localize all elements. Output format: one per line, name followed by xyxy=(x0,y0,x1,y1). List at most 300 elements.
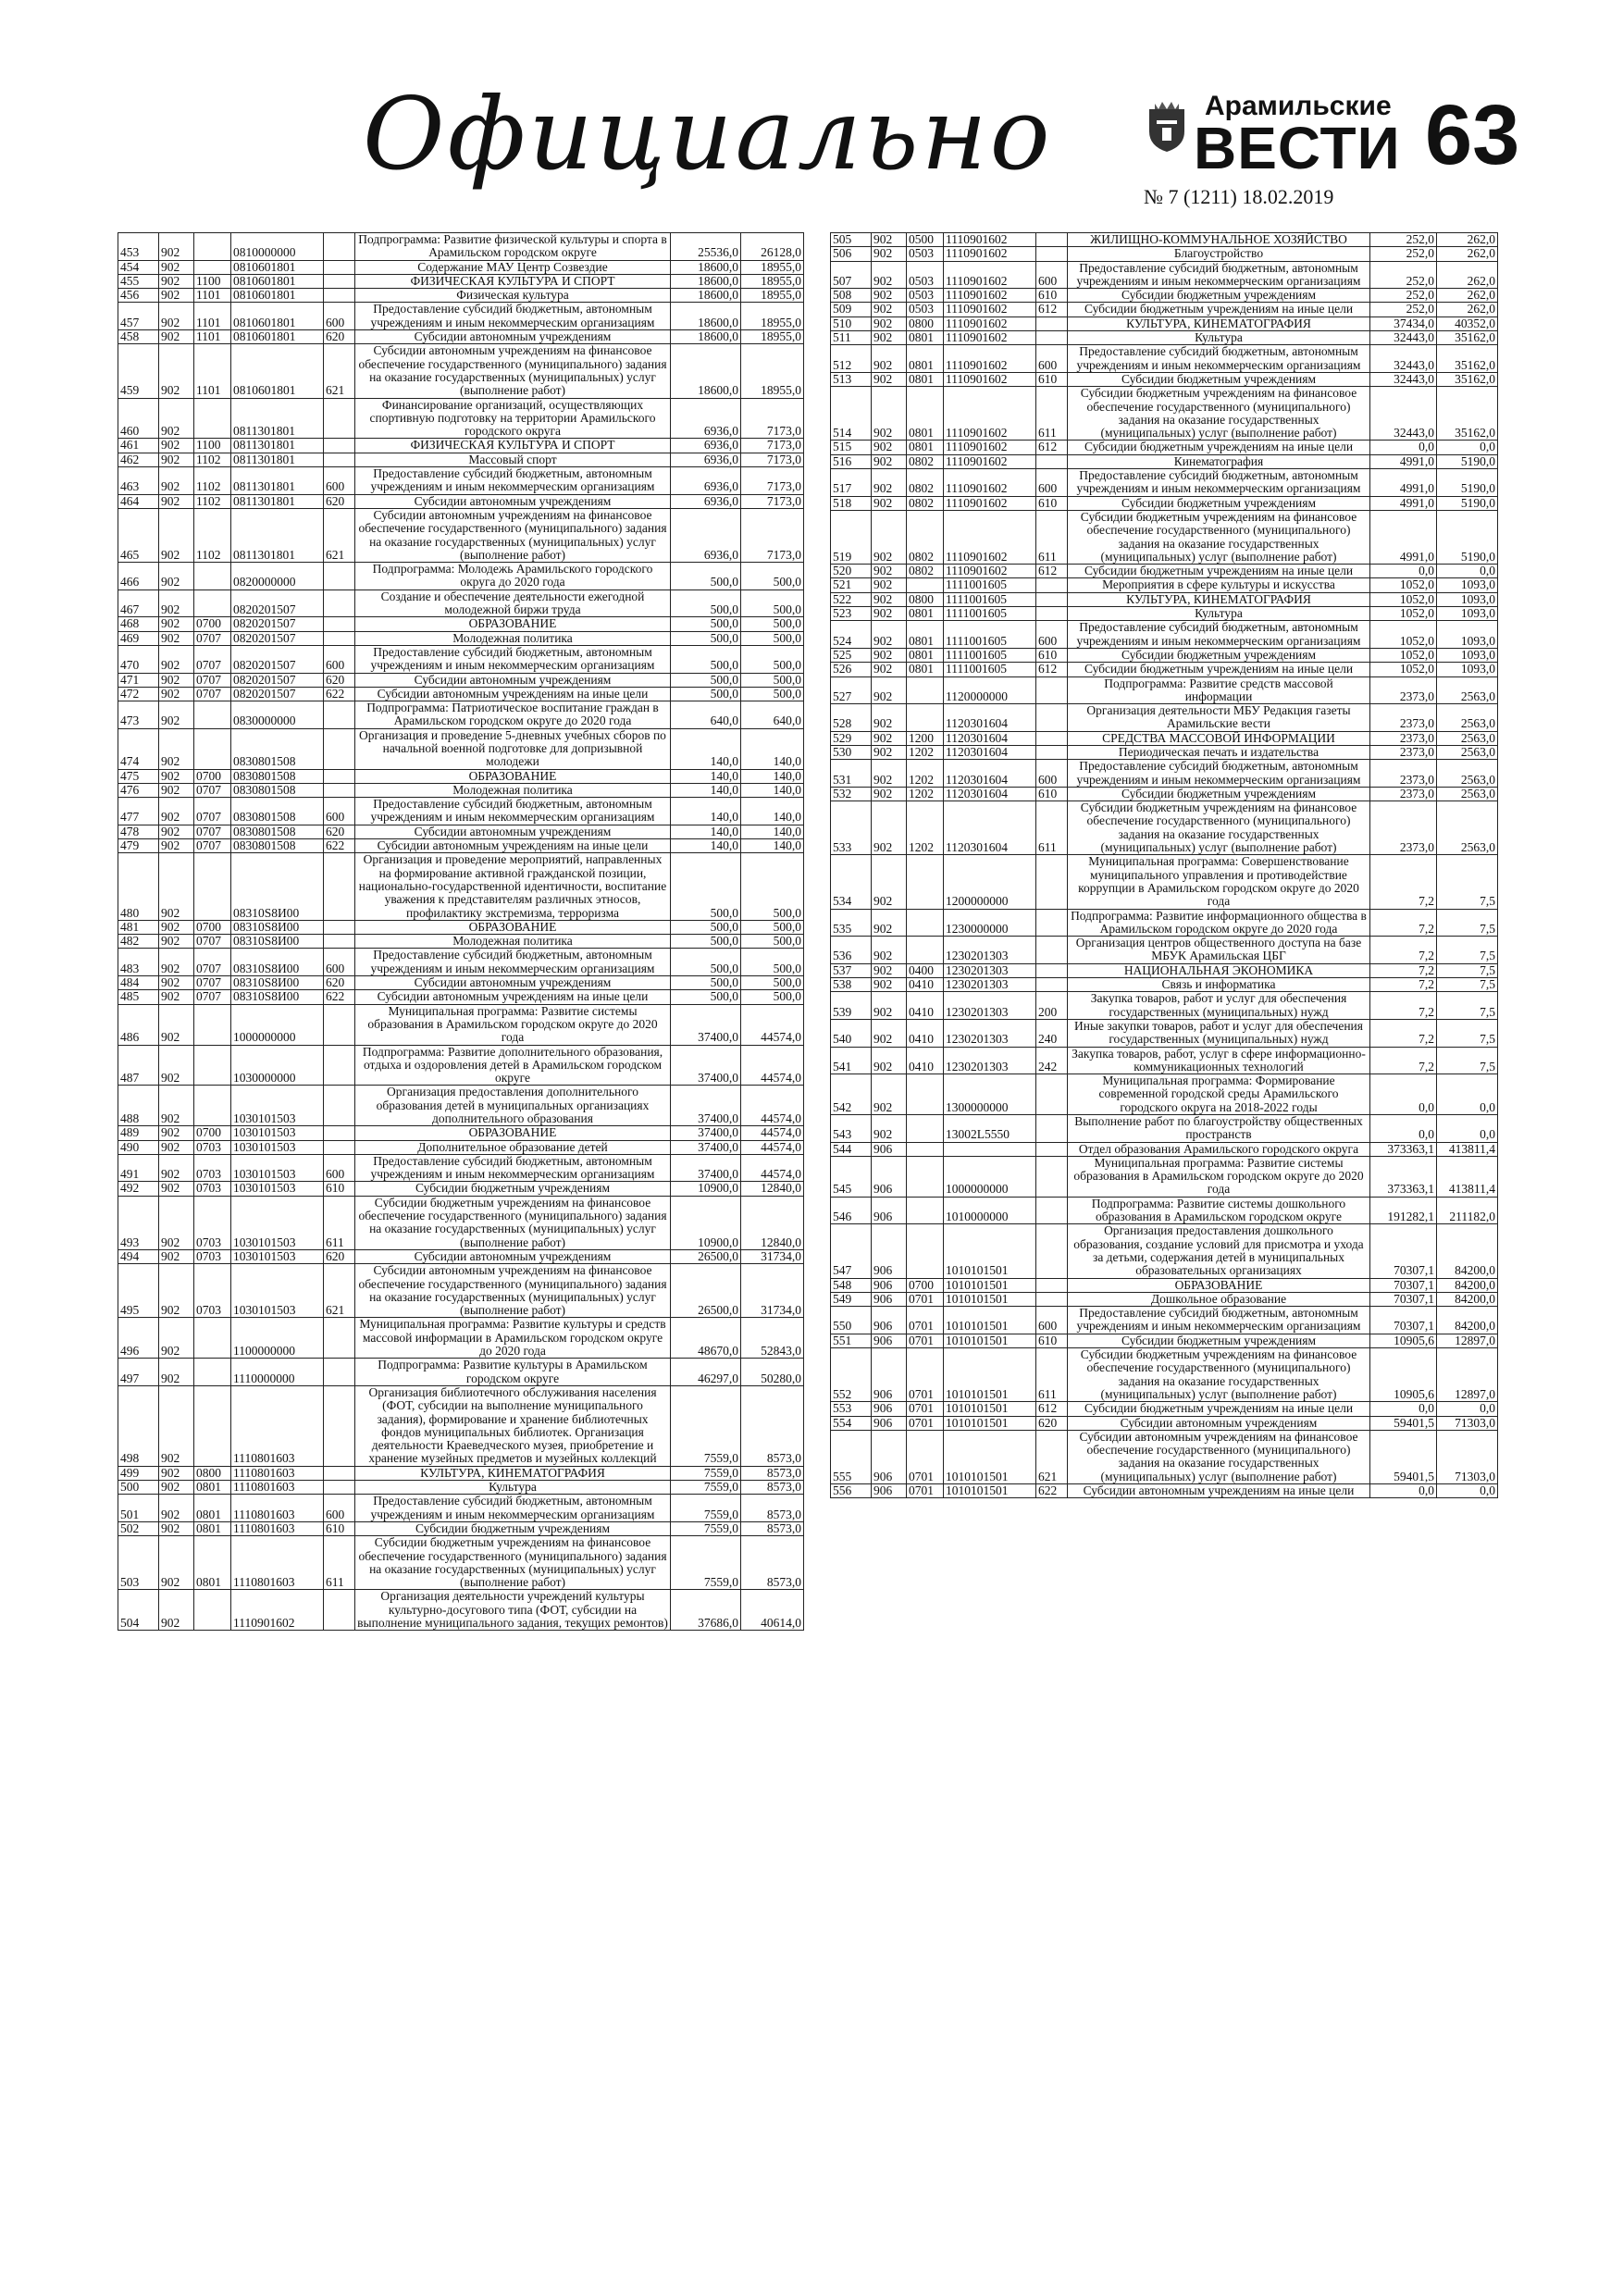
item-name: Организация и проведение 5-дневных учебных сборов по начальной военной подготовке для допризывной молодежи xyxy=(355,728,671,769)
amount-2020: 37400,0 xyxy=(671,1086,741,1126)
row-number: 501 xyxy=(118,1495,159,1522)
section-code: 0800 xyxy=(194,1466,231,1480)
amount-2021: 500,0 xyxy=(741,687,804,701)
expense-type-code xyxy=(324,701,355,729)
amount-2021: 31734,0 xyxy=(741,1249,804,1263)
item-name: ОБРАЗОВАНИЕ xyxy=(355,617,671,631)
amount-2020: 140,0 xyxy=(671,728,741,769)
amount-2021: 44574,0 xyxy=(741,1126,804,1140)
item-name: Субсидии бюджетным учреждениям на финансовое обеспечение государственного (муниципального) задания на оказание государственных (муниципальных) услуг (выполнение работ) xyxy=(1068,510,1370,564)
admin-code: 902 xyxy=(872,1047,907,1074)
section-code: 0703 xyxy=(194,1249,231,1263)
amount-2020: 18600,0 xyxy=(671,274,741,288)
section-code xyxy=(907,1115,944,1143)
item-name: Предоставление субсидий бюджетным, автономным учреждениям и иным некоммерческим организациям xyxy=(355,1495,671,1522)
amount-2021: 31734,0 xyxy=(741,1264,804,1318)
section-code: 0801 xyxy=(907,372,944,386)
target-article-code: 1010101501 xyxy=(944,1307,1036,1334)
section-code: 0802 xyxy=(907,454,944,468)
item-name: Предоставление субсидий бюджетным, автономным учреждениям и иным некоммерческим организациям xyxy=(355,798,671,825)
amount-2020: 0,0 xyxy=(1370,1484,1437,1498)
admin-code: 906 xyxy=(872,1142,907,1156)
amount-2021: 7173,0 xyxy=(741,398,804,439)
row-number: 548 xyxy=(831,1278,872,1292)
target-article-code: 1230201303 xyxy=(944,992,1036,1020)
section-code xyxy=(194,1318,231,1359)
row-number: 499 xyxy=(118,1466,159,1480)
target-article-code: 1110801603 xyxy=(231,1466,324,1480)
admin-code: 902 xyxy=(872,663,907,676)
item-name: Субсидии автономным учреждениям на иные цели xyxy=(355,990,671,1004)
expense-type-code: 612 xyxy=(1036,565,1068,578)
amount-2021: 35162,0 xyxy=(1437,331,1498,345)
table-row xyxy=(831,855,1498,909)
item-name: Субсидии автономным учреждениям на финансовое обеспечение государственного (муниципального) задания на оказание государственных (муниципальных) услуг (выполнение работ) xyxy=(355,508,671,562)
amount-2020: 7559,0 xyxy=(671,1495,741,1522)
admin-code: 906 xyxy=(872,1307,907,1334)
admin-code: 902 xyxy=(872,565,907,578)
section-code xyxy=(907,704,944,732)
amount-2021: 140,0 xyxy=(741,728,804,769)
amount-2021: 50280,0 xyxy=(741,1359,804,1386)
expense-type-code xyxy=(1036,316,1068,330)
row-number: 463 xyxy=(118,467,159,495)
section-code: 0802 xyxy=(907,469,944,497)
expense-type-code: 621 xyxy=(324,1264,355,1318)
section-code: 0707 xyxy=(194,976,231,990)
expense-type-code xyxy=(1036,978,1068,992)
table-row xyxy=(831,303,1498,316)
section-code: 0703 xyxy=(194,1140,231,1154)
expense-type-code: 600 xyxy=(324,1495,355,1522)
admin-code: 906 xyxy=(872,1402,907,1416)
section-code xyxy=(194,1004,231,1045)
item-name: Субсидии автономным учреждениям на иные цели xyxy=(355,839,671,853)
target-article-code: 0820201507 xyxy=(231,673,324,687)
item-name: Субсидии бюджетным учреждениям xyxy=(1068,787,1370,800)
amount-2020: 48670,0 xyxy=(671,1318,741,1359)
expense-type-code: 612 xyxy=(1036,663,1068,676)
target-article-code: 1111001605 xyxy=(944,663,1036,676)
target-article-code: 1030101503 xyxy=(231,1249,324,1263)
table-row xyxy=(118,289,804,303)
item-name: Предоставление субсидий бюджетным, автономным учреждениям и иным некоммерческим организациям xyxy=(355,645,671,673)
expense-type-code: 610 xyxy=(1036,1334,1068,1347)
amount-2020: 4991,0 xyxy=(1370,496,1437,510)
table-row xyxy=(831,621,1498,649)
amount-2021: 7,5 xyxy=(1437,909,1498,937)
target-article-code: 0810000000 xyxy=(231,233,324,261)
item-name: Субсидии бюджетным учреждениям xyxy=(355,1521,671,1535)
row-number: 524 xyxy=(831,621,872,649)
admin-code: 906 xyxy=(872,1156,907,1197)
amount-2021: 262,0 xyxy=(1437,261,1498,289)
expense-type-code: 200 xyxy=(1036,992,1068,1020)
expense-type-code xyxy=(324,853,355,920)
section-code: 0410 xyxy=(907,992,944,1020)
table-row xyxy=(831,289,1498,303)
item-name: Субсидии бюджетным учреждениям на финансовое обеспечение государственного (муниципального) задания на оказание государственных (муниципальных) услуг (выполнение работ) xyxy=(1068,387,1370,441)
amount-2020: 37400,0 xyxy=(671,1140,741,1154)
row-number: 534 xyxy=(831,855,872,909)
table-row xyxy=(118,233,804,261)
item-name: Муниципальная программа: Совершенствование муниципального управления и противодействие коррупции в Арамильском городском округе до 2020 года xyxy=(1068,855,1370,909)
target-article-code: 0830801508 xyxy=(231,798,324,825)
section-code xyxy=(194,1045,231,1086)
item-name: Субсидии автономным учреждениям xyxy=(355,976,671,990)
section-code: 1202 xyxy=(907,760,944,788)
amount-2020: 500,0 xyxy=(671,590,741,617)
section-code: 1202 xyxy=(907,801,944,855)
table-row xyxy=(831,963,1498,977)
amount-2021: 7173,0 xyxy=(741,467,804,495)
table-row xyxy=(831,1047,1498,1074)
admin-code: 902 xyxy=(159,645,194,673)
section-code: 0802 xyxy=(907,510,944,564)
admin-code: 902 xyxy=(159,563,194,590)
item-name: Предоставление субсидий бюджетным, автономным учреждениям и иным некоммерческим организациям xyxy=(355,949,671,976)
expense-type-code xyxy=(1036,454,1068,468)
item-name: Субсидии автономным учреждениям на иные цели xyxy=(355,687,671,701)
amount-2020: 32443,0 xyxy=(1370,331,1437,345)
item-name: Субсидии бюджетным учреждениям xyxy=(1068,289,1370,303)
amount-2020: 1052,0 xyxy=(1370,621,1437,649)
amount-2020: 500,0 xyxy=(671,853,741,920)
target-article-code: 0811301801 xyxy=(231,508,324,562)
target-article-code: 1110901602 xyxy=(944,261,1036,289)
expense-type-code xyxy=(324,631,355,645)
amount-2021: 500,0 xyxy=(741,673,804,687)
admin-code: 902 xyxy=(872,345,907,373)
section-code: 0503 xyxy=(907,261,944,289)
expense-type-code: 610 xyxy=(1036,289,1068,303)
table-row xyxy=(831,247,1498,261)
expense-type-code xyxy=(324,783,355,797)
admin-code: 906 xyxy=(872,1484,907,1498)
target-article-code: 0810601801 xyxy=(231,330,324,344)
expense-type-code xyxy=(324,439,355,453)
admin-code: 902 xyxy=(159,1359,194,1386)
row-number: 485 xyxy=(118,990,159,1004)
section-code xyxy=(194,1359,231,1386)
amount-2021: 500,0 xyxy=(741,853,804,920)
row-number: 508 xyxy=(831,289,872,303)
section-code: 1101 xyxy=(194,344,231,398)
item-name: Массовый спорт xyxy=(355,453,671,466)
admin-code: 902 xyxy=(872,1019,907,1047)
table-row xyxy=(118,1126,804,1140)
table-row xyxy=(831,496,1498,510)
admin-code: 902 xyxy=(872,963,907,977)
section-code: 0800 xyxy=(907,316,944,330)
section-code: 0801 xyxy=(194,1536,231,1590)
table-row xyxy=(831,261,1498,289)
table-row xyxy=(831,787,1498,800)
amount-2021: 5190,0 xyxy=(1437,510,1498,564)
admin-code: 902 xyxy=(159,701,194,729)
expense-type-code xyxy=(1036,963,1068,977)
row-number: 470 xyxy=(118,645,159,673)
section-code xyxy=(907,1224,944,1278)
row-number: 521 xyxy=(831,578,872,592)
item-name: Субсидии бюджетным учреждениям xyxy=(355,1182,671,1196)
row-number: 533 xyxy=(831,801,872,855)
row-number: 551 xyxy=(831,1334,872,1347)
table-row xyxy=(118,1140,804,1154)
expense-type-code xyxy=(1036,1115,1068,1143)
amount-2020: 18600,0 xyxy=(671,289,741,303)
amount-2020: 70307,1 xyxy=(1370,1224,1437,1278)
admin-code: 902 xyxy=(159,783,194,797)
amount-2020: 252,0 xyxy=(1370,289,1437,303)
table-row xyxy=(118,990,804,1004)
item-name: Субсидии бюджетным учреждениям на финансовое обеспечение государственного (муниципального) задания на оказание государственных (муниципальных) услуг (выполнение работ) xyxy=(355,1196,671,1249)
admin-code: 902 xyxy=(872,676,907,704)
admin-code: 902 xyxy=(159,233,194,261)
amount-2020: 0,0 xyxy=(1370,565,1437,578)
target-article-code: 1110901602 xyxy=(944,454,1036,468)
table-row xyxy=(118,617,804,631)
row-number: 505 xyxy=(831,233,872,247)
admin-code: 902 xyxy=(159,1318,194,1359)
amount-2020: 7,2 xyxy=(1370,937,1437,964)
amount-2020: 2373,0 xyxy=(1370,704,1437,732)
amount-2020: 32443,0 xyxy=(1370,372,1437,386)
table-row xyxy=(831,454,1498,468)
admin-code: 902 xyxy=(872,261,907,289)
section-code: 0707 xyxy=(194,825,231,838)
admin-code: 906 xyxy=(872,1416,907,1430)
amount-2020: 6936,0 xyxy=(671,453,741,466)
amount-2020: 2373,0 xyxy=(1370,787,1437,800)
table-row xyxy=(831,801,1498,855)
section-code: 0801 xyxy=(907,387,944,441)
row-number: 525 xyxy=(831,648,872,662)
section-code: 0802 xyxy=(907,565,944,578)
target-article-code: 0830801508 xyxy=(231,839,324,853)
admin-code: 902 xyxy=(159,839,194,853)
amount-2021: 500,0 xyxy=(741,590,804,617)
table-row xyxy=(118,344,804,398)
row-number: 496 xyxy=(118,1318,159,1359)
item-name: Муниципальная программа: Развитие культуры и средств массовой информации в Арамильском городском округе до 2020 года xyxy=(355,1318,671,1359)
target-article-code: 0820201507 xyxy=(231,590,324,617)
expense-type-code: 620 xyxy=(324,976,355,990)
budget-table-right xyxy=(830,232,1498,1498)
amount-2020: 140,0 xyxy=(671,839,741,853)
amount-2020: 10900,0 xyxy=(671,1182,741,1196)
row-number: 489 xyxy=(118,1126,159,1140)
target-article-code: 1110901602 xyxy=(944,331,1036,345)
item-name: КУЛЬТУРА, КИНЕМАТОГРАФИЯ xyxy=(355,1466,671,1480)
target-article-code: 1110901602 xyxy=(944,233,1036,247)
expense-type-code: 610 xyxy=(1036,787,1068,800)
target-article-code: 0830801508 xyxy=(231,825,324,838)
admin-code: 902 xyxy=(159,673,194,687)
item-name: Подпрограмма: Патриотическое воспитание граждан в Арамильском городском округе до 2020 года xyxy=(355,701,671,729)
target-article-code: 1230201303 xyxy=(944,963,1036,977)
expense-type-code xyxy=(1036,909,1068,937)
admin-code: 902 xyxy=(159,494,194,508)
admin-code: 902 xyxy=(872,469,907,497)
amount-2021: 18955,0 xyxy=(741,344,804,398)
admin-code: 902 xyxy=(159,728,194,769)
table-row xyxy=(118,1536,804,1590)
item-name: Периодическая печать и издательства xyxy=(1068,745,1370,759)
amount-2020: 1052,0 xyxy=(1370,592,1437,606)
expense-type-code: 600 xyxy=(1036,261,1068,289)
item-name: Предоставление субсидий бюджетным, автономным учреждениям и иным некоммерческим организациям xyxy=(1068,261,1370,289)
item-name: Субсидии бюджетным учреждениям на иные цели xyxy=(1068,441,1370,454)
expense-type-code xyxy=(1036,331,1068,345)
amount-2021: 0,0 xyxy=(1437,1074,1498,1115)
section-code xyxy=(907,1074,944,1115)
target-article-code: 1110901602 xyxy=(944,496,1036,510)
target-article-code: 1230201303 xyxy=(944,1019,1036,1047)
expense-type-code xyxy=(324,1126,355,1140)
item-name: Физическая культура xyxy=(355,289,671,303)
admin-code: 902 xyxy=(159,1536,194,1590)
amount-2021: 44574,0 xyxy=(741,1086,804,1126)
amount-2021: 35162,0 xyxy=(1437,345,1498,373)
table-row xyxy=(118,687,804,701)
amount-2020: 640,0 xyxy=(671,701,741,729)
admin-code: 902 xyxy=(159,344,194,398)
admin-code: 902 xyxy=(872,978,907,992)
expense-type-code: 600 xyxy=(1036,345,1068,373)
section-code: 0703 xyxy=(194,1154,231,1182)
item-name: Муниципальная программа: Развитие системы образования в Арамильском городском округе до 2020 года xyxy=(355,1004,671,1045)
target-article-code: 1010101501 xyxy=(944,1416,1036,1430)
section-code xyxy=(907,676,944,704)
target-article-code: 1120301604 xyxy=(944,731,1036,745)
amount-2021: 8573,0 xyxy=(741,1495,804,1522)
target-article-code: 1200000000 xyxy=(944,855,1036,909)
row-number: 538 xyxy=(831,978,872,992)
row-number: 481 xyxy=(118,920,159,934)
amount-2020: 32443,0 xyxy=(1370,387,1437,441)
amount-2021: 7,5 xyxy=(1437,855,1498,909)
table-row xyxy=(118,825,804,838)
row-number: 543 xyxy=(831,1115,872,1143)
expense-type-code: 621 xyxy=(324,344,355,398)
amount-2021: 500,0 xyxy=(741,920,804,934)
table-row xyxy=(831,607,1498,621)
row-number: 495 xyxy=(118,1264,159,1318)
amount-2020: 70307,1 xyxy=(1370,1278,1437,1292)
amount-2020: 7,2 xyxy=(1370,992,1437,1020)
amount-2020: 500,0 xyxy=(671,617,741,631)
newspaper-logo xyxy=(1146,89,1401,191)
section-code: 0503 xyxy=(907,289,944,303)
table-row xyxy=(118,631,804,645)
amount-2020: 37400,0 xyxy=(671,1154,741,1182)
row-number: 458 xyxy=(118,330,159,344)
admin-code: 902 xyxy=(159,631,194,645)
expense-type-code xyxy=(324,1004,355,1045)
target-article-code: 1100000000 xyxy=(231,1318,324,1359)
table-row xyxy=(118,274,804,288)
amount-2021: 2563,0 xyxy=(1437,760,1498,788)
item-name: Культура xyxy=(1068,607,1370,621)
coat-of-arms-icon xyxy=(1146,100,1188,154)
amount-2021: 413811,4 xyxy=(1437,1156,1498,1197)
item-name: Предоставление субсидий бюджетным, автономным учреждениям и иным некоммерческим организациям xyxy=(1068,1307,1370,1334)
admin-code: 902 xyxy=(872,621,907,649)
table-row xyxy=(118,1249,804,1263)
row-number: 539 xyxy=(831,992,872,1020)
admin-code: 902 xyxy=(159,825,194,838)
expense-type-code xyxy=(1036,578,1068,592)
row-number: 519 xyxy=(831,510,872,564)
admin-code: 902 xyxy=(872,578,907,592)
row-number: 556 xyxy=(831,1484,872,1498)
expense-type-code xyxy=(324,274,355,288)
row-number: 497 xyxy=(118,1359,159,1386)
expense-type-code: 620 xyxy=(324,494,355,508)
section-code: 0801 xyxy=(907,648,944,662)
row-number: 535 xyxy=(831,909,872,937)
item-name: Субсидии автономным учреждениям на иные цели xyxy=(1068,1484,1370,1498)
item-name: Молодежная политика xyxy=(355,631,671,645)
table-row xyxy=(831,1115,1498,1143)
admin-code: 902 xyxy=(872,731,907,745)
table-row xyxy=(118,494,804,508)
amount-2021: 35162,0 xyxy=(1437,387,1498,441)
row-number: 493 xyxy=(118,1196,159,1249)
target-article-code: 0820201507 xyxy=(231,687,324,701)
expense-type-code xyxy=(324,289,355,303)
amount-2021: 140,0 xyxy=(741,783,804,797)
section-code: 0707 xyxy=(194,990,231,1004)
admin-code: 902 xyxy=(872,607,907,621)
item-name: Субсидии автономным учреждениям xyxy=(355,673,671,687)
amount-2020: 7559,0 xyxy=(671,1481,741,1495)
expense-type-code xyxy=(324,920,355,934)
item-name: Субсидии бюджетным учреждениям на финансовое обеспечение государственного (муниципального) задания на оказание государственных (муниципальных) услуг (выполнение работ) xyxy=(355,1536,671,1590)
admin-code: 902 xyxy=(872,648,907,662)
amount-2021: 7,5 xyxy=(1437,978,1498,992)
admin-code: 902 xyxy=(872,454,907,468)
admin-code: 902 xyxy=(159,1466,194,1480)
admin-code: 902 xyxy=(159,1126,194,1140)
amount-2021: 500,0 xyxy=(741,976,804,990)
row-number: 536 xyxy=(831,937,872,964)
table-row xyxy=(118,508,804,562)
right-column xyxy=(830,232,1498,1498)
amount-2021: 0,0 xyxy=(1437,1484,1498,1498)
amount-2020: 1052,0 xyxy=(1370,607,1437,621)
expense-type-code: 621 xyxy=(324,508,355,562)
expense-type-code xyxy=(1036,704,1068,732)
item-name: ФИЗИЧЕСКАЯ КУЛЬТУРА И СПОРТ xyxy=(355,274,671,288)
expense-type-code: 611 xyxy=(1036,801,1068,855)
section-code: 0707 xyxy=(194,783,231,797)
section-code: 1100 xyxy=(194,439,231,453)
amount-2021: 2563,0 xyxy=(1437,787,1498,800)
table-row xyxy=(118,590,804,617)
section-code xyxy=(194,853,231,920)
amount-2020: 10900,0 xyxy=(671,1196,741,1249)
row-number: 532 xyxy=(831,787,872,800)
table-row xyxy=(831,992,1498,1020)
amount-2021: 12897,0 xyxy=(1437,1334,1498,1347)
item-name: Отдел образования Арамильского городского округа xyxy=(1068,1142,1370,1156)
target-article-code: 1111001605 xyxy=(944,607,1036,621)
expense-type-code: 611 xyxy=(1036,510,1068,564)
table-row xyxy=(831,387,1498,441)
amount-2020: 7,2 xyxy=(1370,855,1437,909)
